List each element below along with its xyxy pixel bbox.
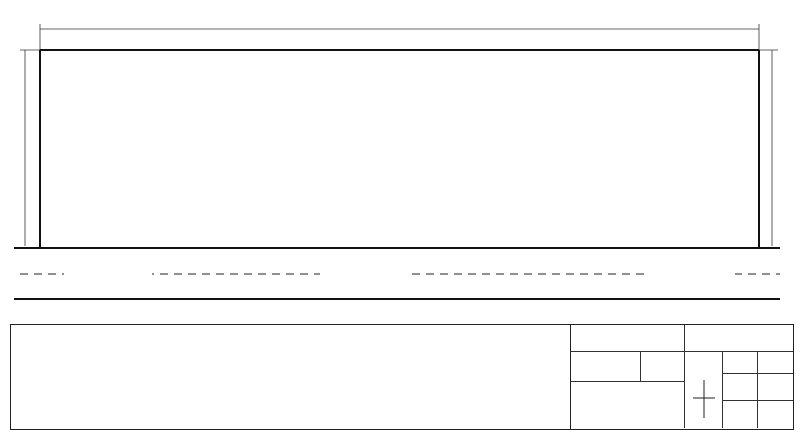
title-block-left	[11, 325, 571, 429]
table-cell-plot-range-2	[723, 401, 758, 428]
drawn-by-cell	[571, 382, 685, 428]
road-label-bg-3	[649, 267, 735, 280]
plot-table	[723, 352, 793, 428]
gata-value-cell	[641, 352, 685, 382]
north-cell	[685, 352, 723, 428]
plot-block-outline	[40, 50, 759, 248]
table-header-size	[758, 352, 793, 374]
area-cell	[685, 325, 793, 352]
title-block	[10, 324, 794, 430]
depth-dimension-lines	[20, 50, 778, 246]
road-label-bg-2	[320, 267, 408, 280]
table-cell-plot-range-1	[723, 374, 758, 401]
gata-label-cell	[571, 352, 641, 382]
table-cell-size-1	[758, 374, 793, 401]
table-cell-size-2	[758, 401, 793, 428]
date-cell	[571, 325, 685, 352]
north-arrow-icon	[685, 374, 723, 424]
overall-width-dimension	[40, 24, 759, 50]
table-header-plot-no	[723, 352, 758, 374]
road-label-bg-1	[64, 267, 152, 280]
